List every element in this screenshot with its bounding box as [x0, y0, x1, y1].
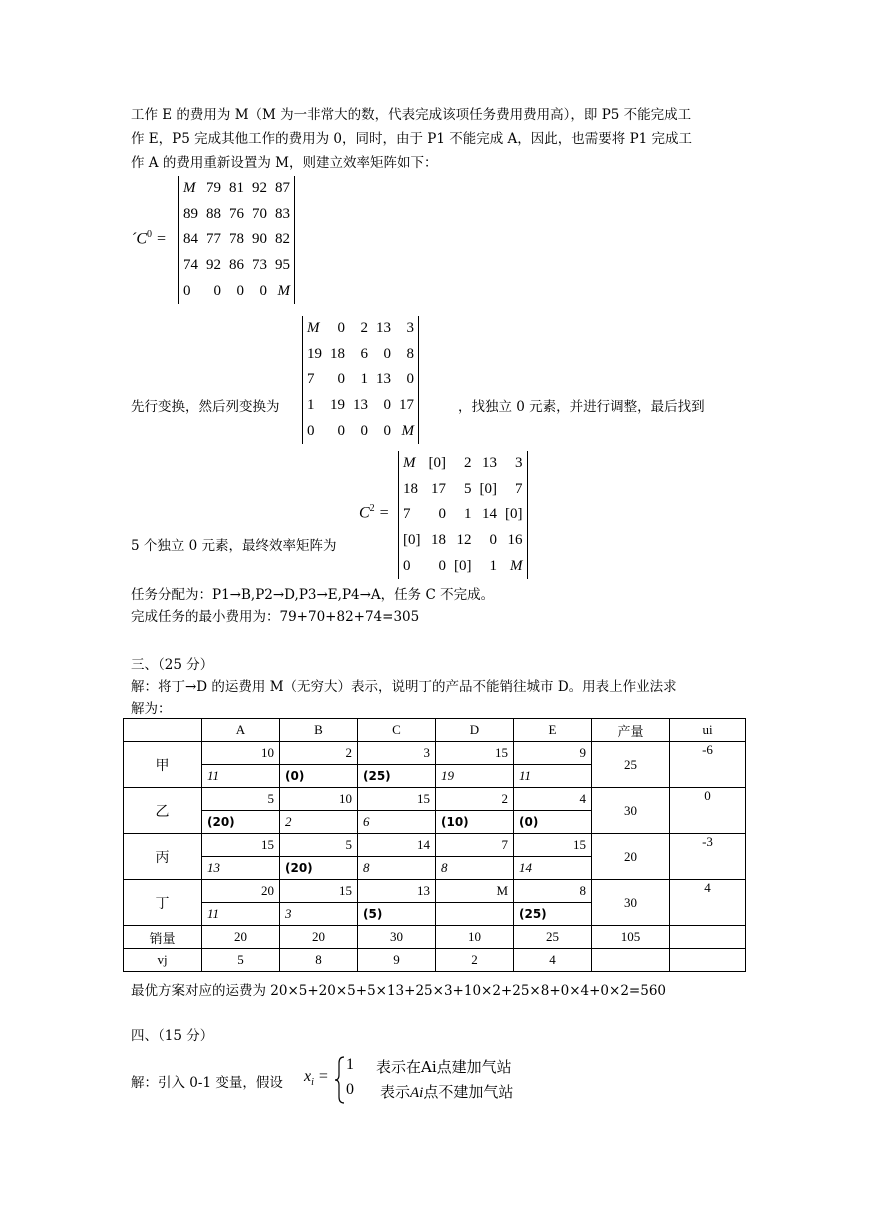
matrix-cell: 18: [403, 480, 418, 497]
matrix-cell: 14: [482, 506, 497, 523]
sales-cell: 105: [592, 926, 670, 949]
ui-cell: -6: [670, 742, 746, 788]
matrix-cell: 90: [252, 231, 267, 248]
allocation-cell: (25): [358, 765, 436, 788]
matrix-cell: 0: [307, 422, 315, 439]
matrix-cell: 18: [330, 345, 345, 362]
cost-cell: 13: [358, 880, 436, 903]
matrix-cell: 13: [376, 320, 391, 337]
matrix-cell: 5: [464, 480, 472, 497]
sales-cell: 10: [436, 926, 514, 949]
matrix-cell: 3: [406, 320, 414, 337]
cost-cell: 20: [202, 880, 280, 903]
ui-cell: -3: [670, 834, 746, 880]
matrix-cell: [0]: [479, 480, 497, 497]
matrix-row: [399, 553, 527, 579]
table-row: [124, 834, 746, 857]
matrix-cell: M: [183, 180, 196, 197]
table-header-row: [124, 719, 746, 742]
matrix-cell: 13: [482, 455, 497, 472]
matrix1: [302, 316, 419, 444]
matrix-row: [179, 253, 294, 279]
test-number-cell: 11: [514, 765, 592, 788]
section3-title: 三、（25 分）: [131, 657, 214, 673]
matrix-cell: M: [401, 422, 414, 439]
matrix-cell: 0: [183, 282, 191, 299]
sales-cell: 20: [280, 926, 358, 949]
matrix-row: [179, 227, 294, 253]
matrix-cell: 13: [353, 397, 368, 414]
matrix-cell: M: [277, 282, 290, 299]
test-number-cell: 19: [436, 765, 514, 788]
matrix-cell: 3: [515, 455, 523, 472]
allocation-cell: (25): [514, 903, 592, 926]
table-header-cell: 产量: [592, 719, 670, 742]
matrix-cell: 0: [438, 506, 446, 523]
test-number-cell: 13: [202, 857, 280, 880]
matrix-cell: 8: [406, 345, 414, 362]
matrix-cell: 88: [206, 205, 221, 222]
table-corner-cell: [124, 719, 202, 742]
matrix-cell: 0: [337, 371, 345, 388]
matrix0: [178, 176, 295, 304]
case1-text: 表示在Ai点建加气站: [376, 1058, 512, 1076]
matrix-cell: 70: [252, 205, 267, 222]
matrix-cell: 1: [360, 371, 368, 388]
optimal-cost-text: 最优方案对应的运费为 20×5+20×5+5×13+25×3+10×2+25×8+0×4+0×2=560: [131, 983, 667, 999]
allocation-cell: (0): [514, 811, 592, 834]
matrix-cell: 12: [456, 532, 472, 549]
cost-cell: 10: [280, 788, 358, 811]
cost-cell: 15: [358, 788, 436, 811]
matrix-row: [303, 316, 418, 342]
vj-cell: 9: [358, 949, 436, 972]
matrix-cell: 0: [383, 422, 391, 439]
assignment-text: 任务分配为：P1→B,P2→D,P3→E,P4→A，任务 C 不完成。: [131, 587, 495, 603]
table-header-cell: E: [514, 719, 592, 742]
matrix-cell: 87: [275, 180, 290, 197]
matrix1-suffix: ，找独立 0 元素，并进行调整，最后找到: [458, 399, 705, 415]
table-header-cell: B: [280, 719, 358, 742]
table-header-cell: C: [358, 719, 436, 742]
vj-cell: 2: [436, 949, 514, 972]
intro-line-3: 作 A 的费用重新设置为 M，则建立效率矩阵如下：: [131, 155, 438, 171]
table-row: [124, 880, 746, 903]
output-cell: 20: [592, 834, 670, 880]
vj-cell: 4: [514, 949, 592, 972]
allocation-cell: (10): [436, 811, 514, 834]
cost-cell: 14: [358, 834, 436, 857]
table-row: [124, 742, 746, 765]
section3-line2: 解为：: [131, 701, 172, 717]
case1-value: 1: [346, 1056, 354, 1073]
matrix-cell: 0: [406, 371, 414, 388]
matrix-cell: 0: [383, 345, 391, 362]
cost-cell: 2: [436, 788, 514, 811]
matrix-cell: 19: [330, 397, 345, 414]
matrix-cell: 74: [183, 257, 198, 274]
sales-cell: [670, 926, 746, 949]
matrix-cell: 0: [259, 282, 267, 299]
matrix-row: [303, 367, 418, 393]
ui-cell: 4: [670, 880, 746, 926]
test-number-cell: 8: [436, 857, 514, 880]
matrix-cell: 89: [183, 205, 198, 222]
cost-cell: 10: [202, 742, 280, 765]
vj-label: vj: [124, 949, 202, 972]
cost-cell: 15: [202, 834, 280, 857]
sales-cell: 25: [514, 926, 592, 949]
matrix-row: [179, 176, 294, 202]
matrix-cell: 83: [275, 205, 290, 222]
section3-line1: 解：将丁→D 的运费用 M（无穷大）表示，说明丁的产品不能销往城市 D。用表上作业法求: [131, 679, 677, 695]
matrix-cell: 7: [307, 371, 315, 388]
matrix-cell: 81: [229, 180, 244, 197]
row-label: 丙: [124, 834, 202, 880]
cost-cell: M: [436, 880, 514, 903]
cost-cell: 4: [514, 788, 592, 811]
matrix-cell: 7: [515, 480, 523, 497]
cost-cell: 3: [358, 742, 436, 765]
matrix-cell: 2: [464, 455, 472, 472]
matrix-cell: 0: [383, 397, 391, 414]
table-header-cell: ui: [670, 719, 746, 742]
min-cost-text: 完成任务的最小费用为：79+70+82+74=305: [131, 609, 420, 625]
matrix-cell: 92: [252, 180, 267, 197]
matrix-cell: 0: [236, 282, 244, 299]
brace-icon: [334, 1055, 346, 1105]
matrix-row: [399, 451, 527, 477]
cost-cell: 15: [436, 742, 514, 765]
vj-cell: [670, 949, 746, 972]
matrix-cell: 19: [307, 345, 322, 362]
vj-cell: [592, 949, 670, 972]
matrix-cell: M: [510, 557, 523, 574]
matrix-cell: 78: [229, 231, 244, 248]
test-number-cell: 11: [202, 903, 280, 926]
row-label: 甲: [124, 742, 202, 788]
matrix-cell: 79: [206, 180, 221, 197]
matrix-cell: 0: [337, 422, 345, 439]
matrix-cell: [0]: [454, 557, 472, 574]
test-number-cell: [436, 903, 514, 926]
matrix-cell: 0: [360, 422, 368, 439]
allocation-cell: (20): [280, 857, 358, 880]
matrix-cell: 86: [229, 257, 244, 274]
matrix-cell: 0: [213, 282, 221, 299]
matrix2-prefix: 5 个独立 0 元素，最终效率矩阵为: [131, 538, 337, 554]
matrix-row: [303, 393, 418, 419]
matrix-cell: [0]: [505, 506, 523, 523]
matrix-cell: 77: [206, 231, 221, 248]
matrix-row: [399, 528, 527, 554]
test-number-cell: 14: [514, 857, 592, 880]
table-row: [124, 788, 746, 811]
matrix-row: [303, 418, 418, 444]
allocation-cell: (5): [358, 903, 436, 926]
matrix-cell: 73: [252, 257, 267, 274]
matrix-cell: 0: [438, 557, 446, 574]
test-number-cell: 8: [358, 857, 436, 880]
row-label: 丁: [124, 880, 202, 926]
test-number-cell: 2: [280, 811, 358, 834]
matrix-cell: 17: [431, 480, 446, 497]
table-header-cell: A: [202, 719, 280, 742]
section4-var: $x_i$ =: [304, 1068, 329, 1089]
matrix-row: [303, 342, 418, 368]
matrix-cell: 1: [307, 397, 315, 414]
sales-cell: 20: [202, 926, 280, 949]
matrix-row: [399, 502, 527, 528]
allocation-cell: (20): [202, 811, 280, 834]
vj-cell: 5: [202, 949, 280, 972]
row-label: 乙: [124, 788, 202, 834]
matrix2: [398, 451, 528, 579]
cost-cell: 8: [514, 880, 592, 903]
sales-label: 销量: [124, 926, 202, 949]
matrix-cell: 16: [507, 532, 523, 549]
matrix-cell: 1: [464, 506, 472, 523]
matrix-cell: 0: [337, 320, 345, 337]
matrix-cell: 6: [360, 345, 368, 362]
matrix-cell: [0]: [403, 532, 421, 549]
matrix-cell: 7: [403, 506, 411, 523]
matrix-cell: 2: [360, 320, 368, 337]
matrix-cell: 82: [275, 231, 290, 248]
matrix-cell: 0: [489, 532, 497, 549]
table-header-cell: D: [436, 719, 514, 742]
matrix2-label: $C^2$ =: [359, 503, 390, 522]
matrix-cell: 76: [229, 205, 244, 222]
matrix-cell: 0: [403, 557, 411, 574]
output-cell: 30: [592, 788, 670, 834]
sales-cell: 30: [358, 926, 436, 949]
matrix-cell: 1: [489, 557, 497, 574]
ui-cell: 0: [670, 788, 746, 834]
matrix-cell: 84: [183, 231, 198, 248]
transport-table: [123, 718, 746, 972]
section4-prefix: 解：引入 0-1 变量，假设: [131, 1075, 283, 1091]
case2-text: 表示Ai点不建加气站: [380, 1083, 514, 1101]
cost-cell: 5: [280, 834, 358, 857]
cost-cell: 2: [280, 742, 358, 765]
matrix-row: [399, 477, 527, 503]
matrix-cell: 13: [376, 371, 391, 388]
section4-title: 四、（15 分）: [131, 1028, 214, 1044]
matrix0-label: $´C^0$ =: [131, 229, 167, 248]
vj-row: [124, 949, 746, 972]
matrix1-prefix: 先行变换，然后列变换为: [131, 399, 280, 415]
output-cell: 30: [592, 880, 670, 926]
test-number-cell: 3: [280, 903, 358, 926]
matrix-row: [179, 278, 294, 304]
cost-cell: 9: [514, 742, 592, 765]
output-cell: 25: [592, 742, 670, 788]
matrix-cell: 92: [206, 257, 221, 274]
vj-cell: 8: [280, 949, 358, 972]
matrix-row: [179, 202, 294, 228]
matrix-cell: 95: [275, 257, 290, 274]
matrix-cell: [0]: [428, 455, 446, 472]
matrix-cell: M: [403, 455, 416, 472]
case2-value: 0: [346, 1081, 354, 1098]
cost-cell: 7: [436, 834, 514, 857]
allocation-cell: (0): [280, 765, 358, 788]
cost-cell: 15: [280, 880, 358, 903]
cost-cell: 5: [202, 788, 280, 811]
matrix-cell: 17: [399, 397, 414, 414]
test-number-cell: 11: [202, 765, 280, 788]
intro-line-1: 工作 E 的费用为 M（M 为一非常大的数，代表完成该项任务费用费用高），即 P5 不能完成工: [131, 107, 692, 123]
sales-row: [124, 926, 746, 949]
matrix-cell: M: [307, 320, 320, 337]
cost-cell: 15: [514, 834, 592, 857]
matrix-cell: 18: [431, 532, 446, 549]
test-number-cell: 6: [358, 811, 436, 834]
intro-line-2: 作 E，P5 完成其他工作的费用为 0，同时，由于 P1 不能完成 A，因此，也需要将 P1 完成工: [131, 131, 693, 147]
